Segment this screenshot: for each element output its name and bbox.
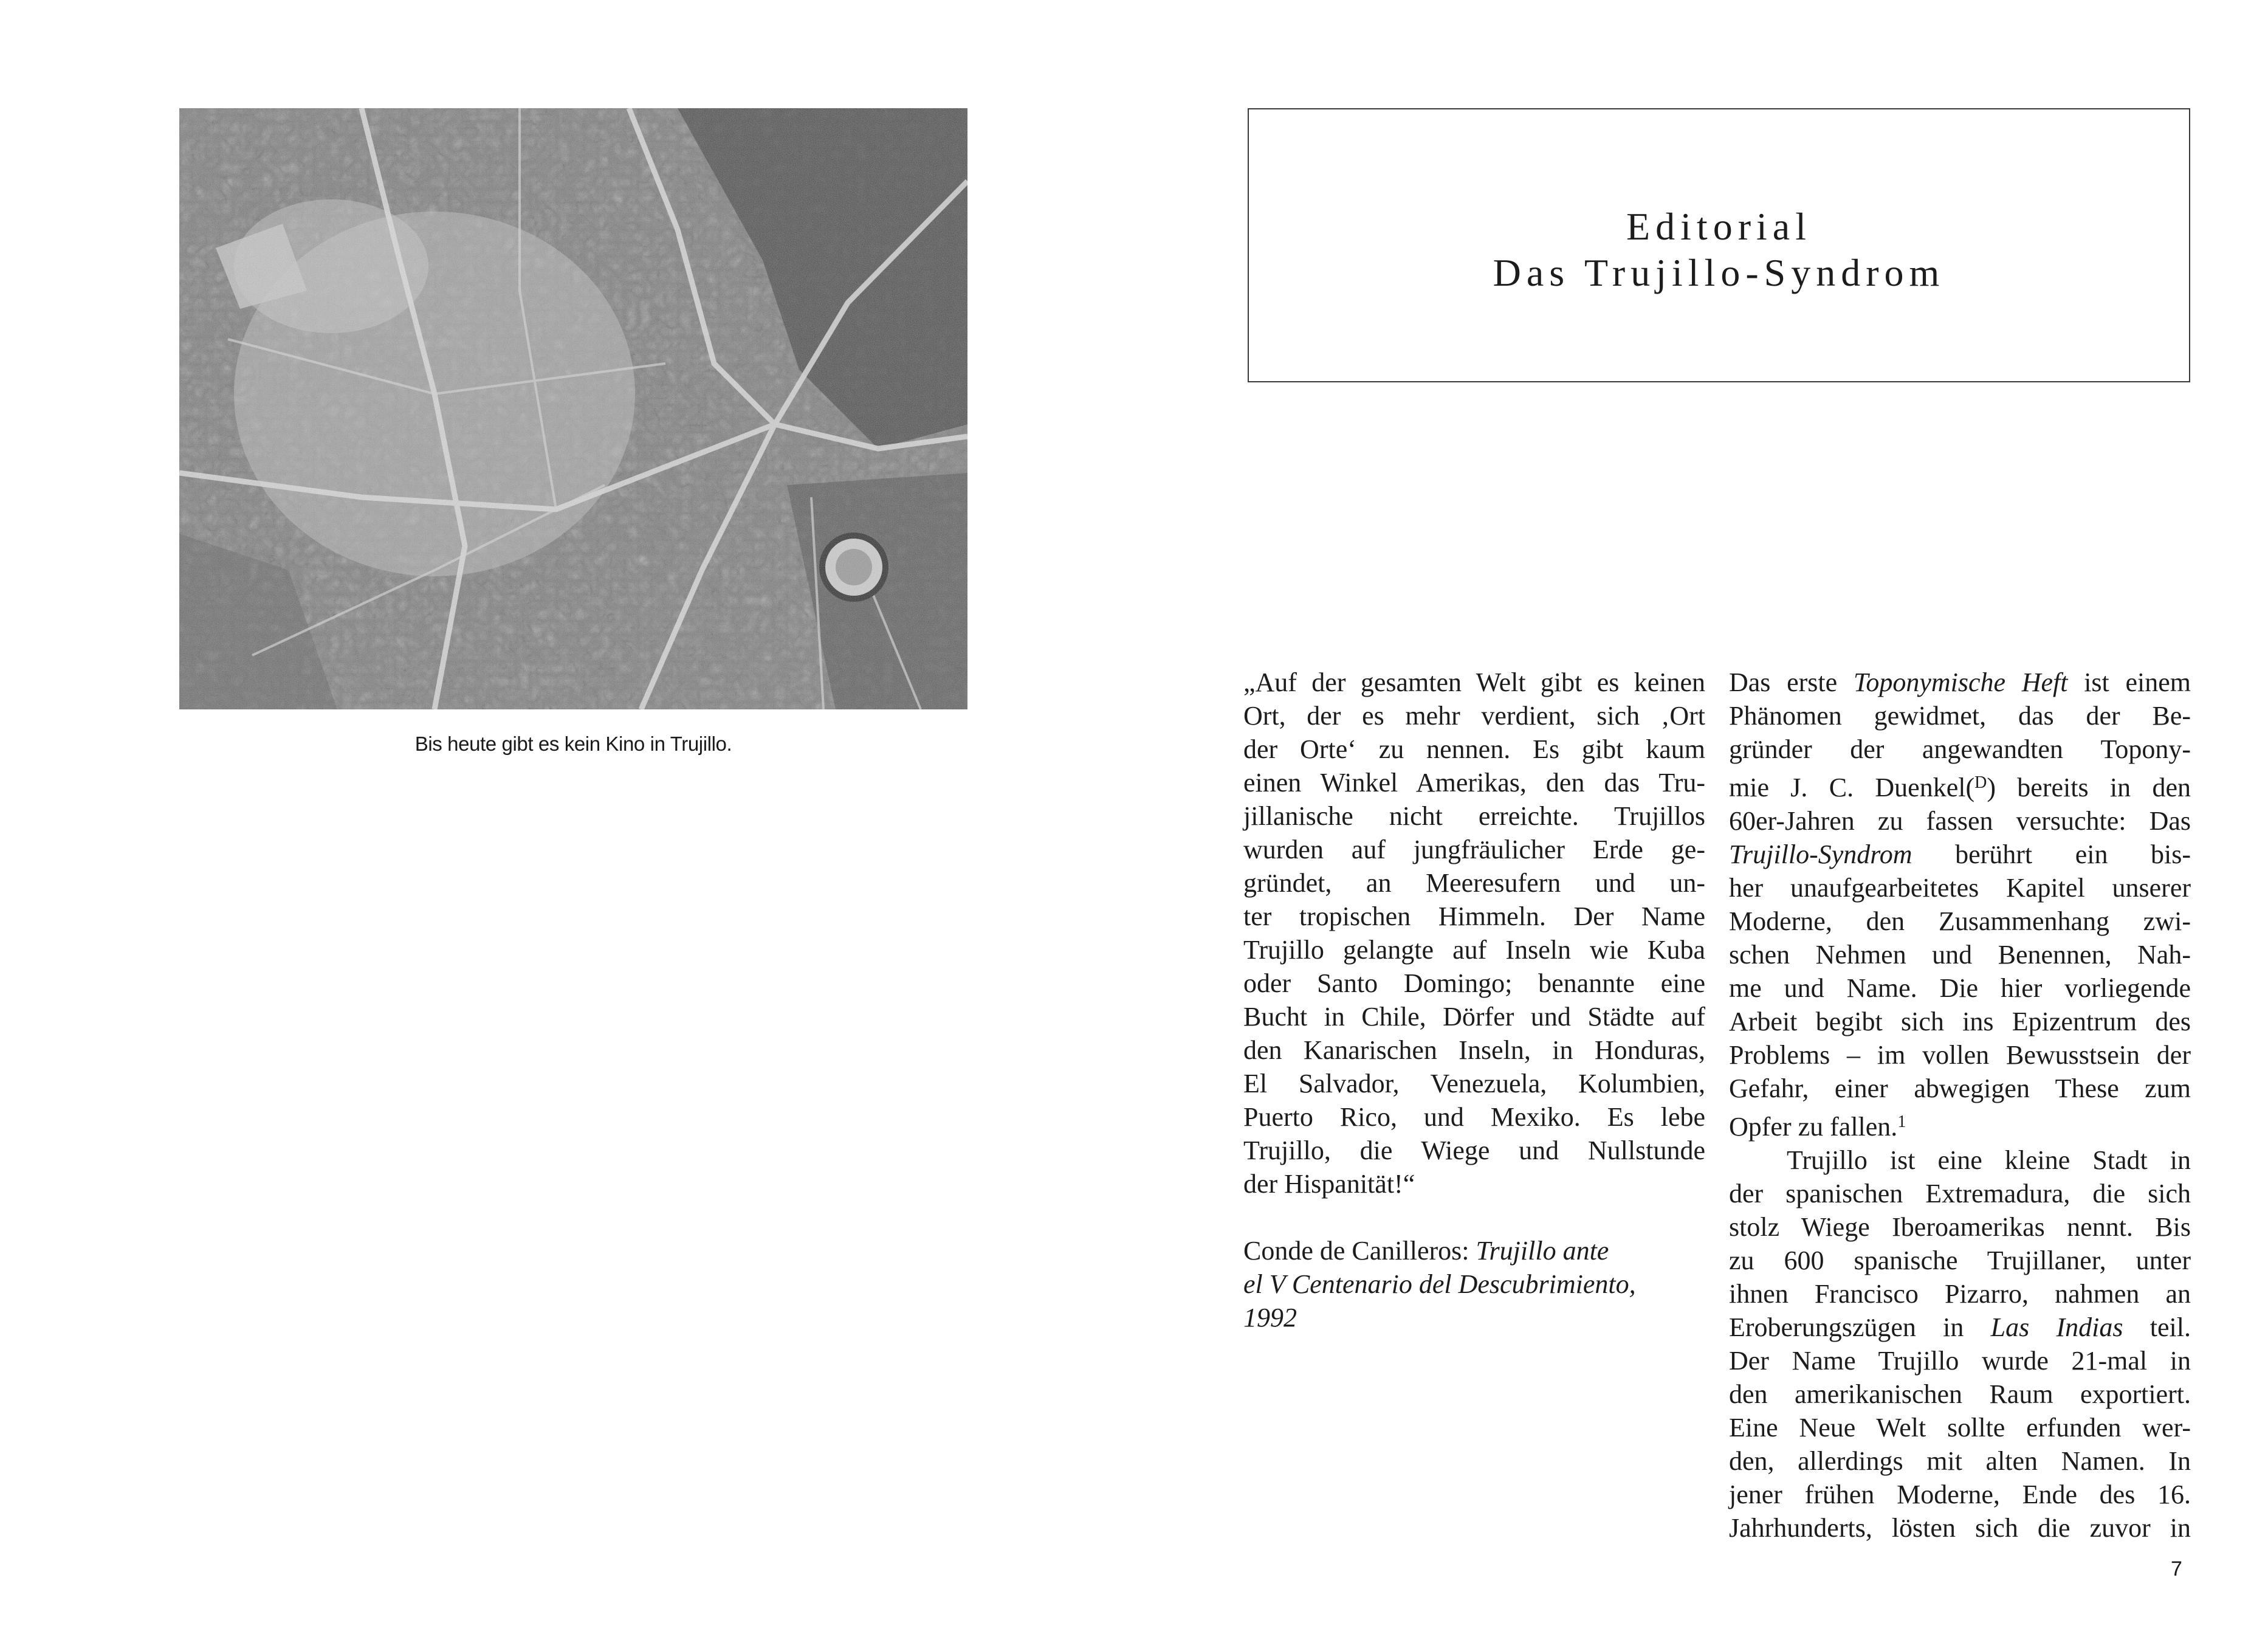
body-line: me und Name. Die hier vorliegende	[1729, 973, 2191, 1003]
body-line: Problems – im vollen Bewusstsein der	[1729, 1040, 2191, 1070]
quote-line: Ort, der es mehr verdient, sich ‚Ort	[1243, 701, 1705, 731]
quote-line: „Auf der gesamten Welt gibt es keinen	[1243, 667, 1705, 697]
quote-line: der Hispanität!“	[1243, 1169, 1415, 1199]
aerial-photo-trujillo	[179, 108, 967, 709]
title-editorial: Editorial	[1626, 205, 1812, 248]
quote-column	[1243, 666, 1705, 1334]
quote-line: den Kanarischen Inseln, in Honduras,	[1243, 1035, 1705, 1065]
body-line: stolz Wiege Iberoamerikas nennt. Bis	[1729, 1212, 2191, 1242]
quote-line: wurden auf jungfräulicher Erde ge-	[1243, 835, 1705, 864]
body-line: Jahrhunderts, lösten sich die zuvor in	[1729, 1513, 2191, 1543]
footnote-marker: 1	[1897, 1112, 1906, 1131]
quote-line: oder Santo Domingo; benannte eine	[1243, 968, 1705, 998]
body-column	[1729, 666, 2191, 1545]
body-line: Opfer zu fallen.$^1$	[1729, 1112, 1906, 1142]
body-line: jener frühen Moderne, Ende des 16.	[1729, 1480, 2191, 1509]
quote-line: einen Winkel Amerikas, den das Tru-	[1243, 768, 1705, 798]
body-line: schen Nehmen und Benennen, Nah-	[1729, 940, 2191, 970]
body-line: Eine Neue Welt sollte erfunden wer-	[1729, 1413, 2191, 1442]
body-line: Eroberungszügen in Las Indias teil.	[1729, 1312, 2191, 1342]
quote-source-line-1: Conde de Canilleros: Trujillo ante	[1243, 1236, 1609, 1266]
quote-text	[1243, 666, 1705, 1201]
page-number: 7	[2171, 1557, 2182, 1580]
quote-line: El Salvador, Venezuela, Kolumbien,	[1243, 1069, 1705, 1098]
body-line: mie J. C. Duenkel($^D$) bereits in den	[1729, 773, 2191, 802]
quote-line: Trujillo, die Wiege und Nullstunde	[1243, 1136, 1705, 1165]
quote-line: jillanische nicht erreichte. Trujillos	[1243, 801, 1705, 831]
quote-line: der Orte‘ zu nennen. Es gibt kaum	[1243, 734, 1705, 764]
title-subtitle: Das Trujillo-Syndrom	[1493, 251, 1945, 294]
quote-line: Trujillo gelangte auf Inseln wie Kuba	[1243, 935, 1705, 965]
body-line: gründer der angewandten Topony-	[1729, 734, 2191, 764]
quote-line: ter tropischen Himmeln. Der Name	[1243, 901, 1705, 931]
body-line: Arbeit begibt sich ins Epizentrum des	[1729, 1007, 2191, 1036]
quote-line: gründet, an Meeresufern und un-	[1243, 868, 1705, 898]
body-line: Das erste Toponymische Heft ist einem	[1729, 667, 2191, 697]
body-line: 60er-Jahren zu fassen versuchte: Das	[1729, 806, 2191, 836]
quote-line: Puerto Rico, und Mexiko. Es lebe	[1243, 1102, 1705, 1132]
body-line: der spanischen Extremadura, die sich	[1729, 1179, 2191, 1208]
body-line: Gefahr, einer abwegigen These zum	[1729, 1074, 2191, 1103]
body-line: zu 600 spanische Trujillaner, unter	[1729, 1246, 2191, 1275]
body-line: ihnen Francisco Pizarro, nahmen an	[1729, 1279, 2191, 1309]
photo-caption: Bis heute gibt es kein Kino in Trujillo.	[414, 732, 732, 755]
body-line: den amerikanischen Raum exportiert.	[1729, 1379, 2191, 1409]
body-line: den, allerdings mit alten Namen. In	[1729, 1446, 2191, 1476]
body-line: Moderne, den Zusammenhang zwi-	[1729, 906, 2191, 936]
body-line: Trujillo-Syndrom berührt ein bis-	[1729, 839, 2191, 869]
body-line: Phänomen gewidmet, das der Be-	[1729, 701, 2191, 731]
quote-source-line-2: el V Centenario del Descubrimiento,	[1243, 1269, 1636, 1299]
quote-line: Bucht in Chile, Dörfer und Städte auf	[1243, 1002, 1705, 1032]
footnote-marker: D	[1974, 773, 1987, 792]
title-box	[1248, 108, 2190, 382]
body-line: her unaufgearbeitetes Kapitel unserer	[1729, 873, 2191, 903]
body-line: Trujillo ist eine kleine Stadt in	[1787, 1145, 2191, 1175]
body-line: Der Name Trujillo wurde 21-mal in	[1729, 1346, 2191, 1376]
quote-source-year: 1992	[1243, 1303, 1297, 1332]
